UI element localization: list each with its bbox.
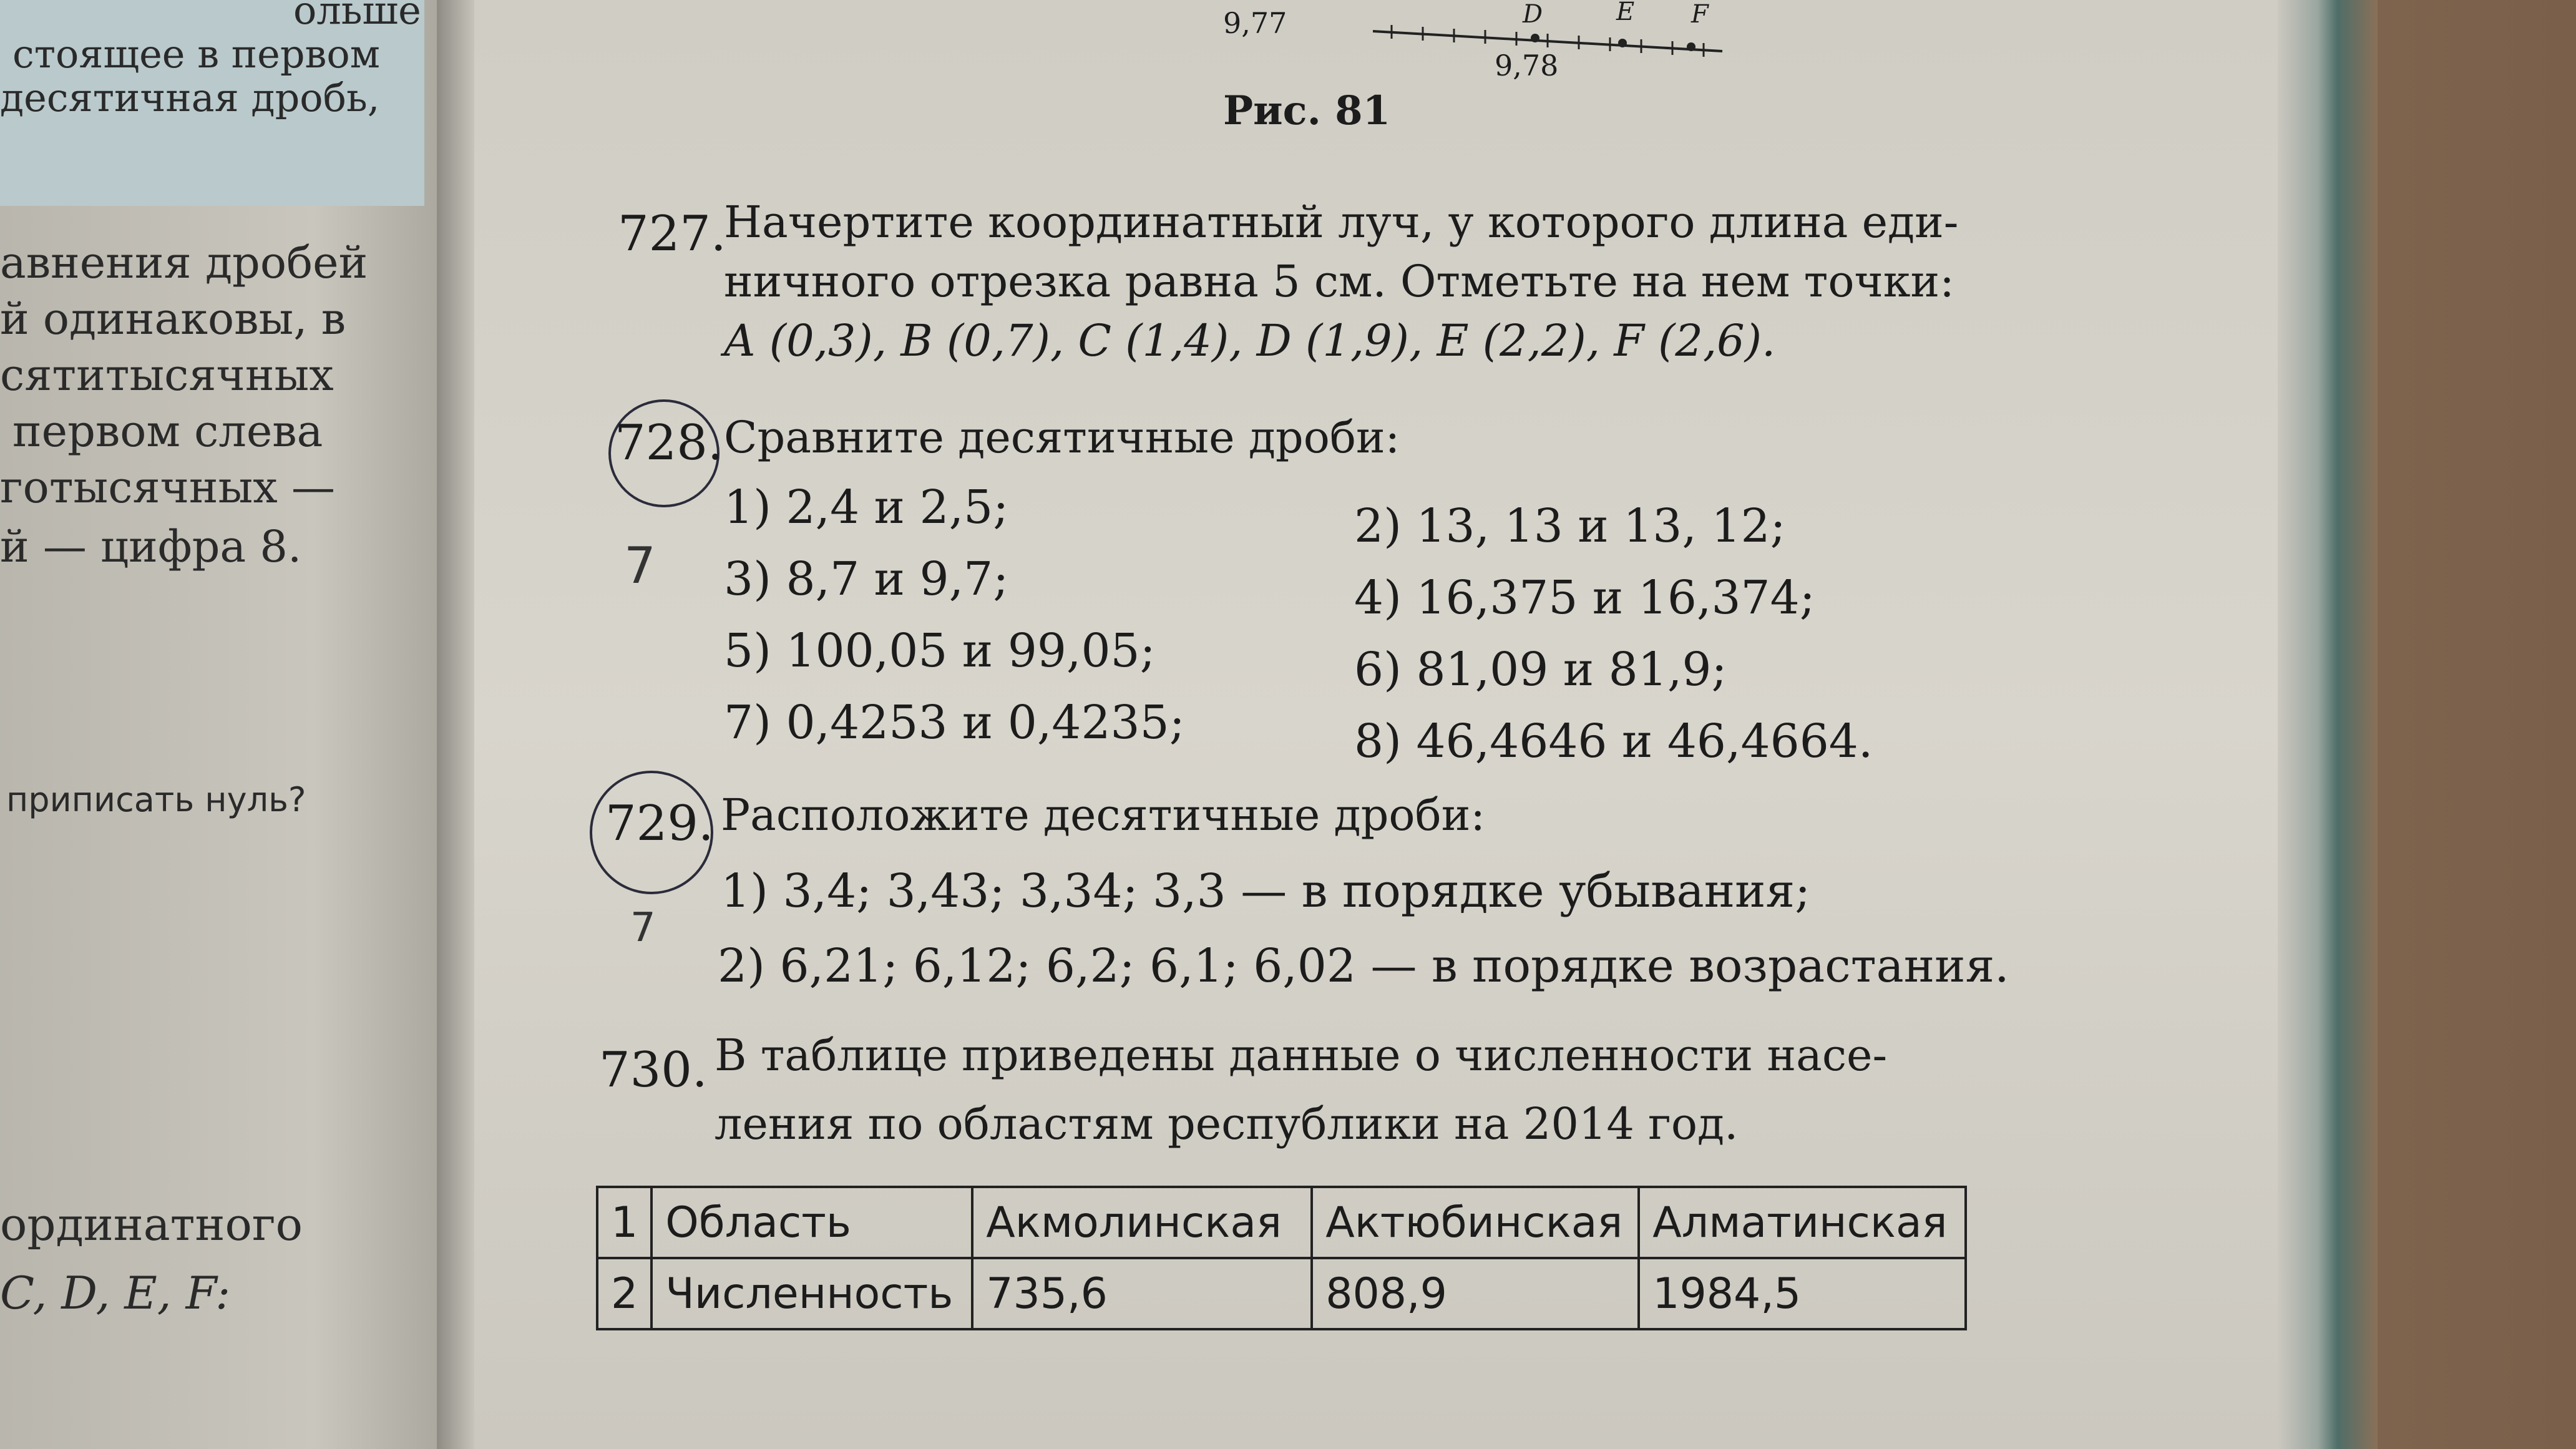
table-cell: 735,6 (972, 1258, 1312, 1329)
comparison-item: 1) 2,4 и 2,5; (724, 481, 1009, 534)
exercise-number-727: 727. (618, 206, 726, 262)
left-line: готысячных — (0, 462, 335, 513)
left-line: первом слева (12, 406, 323, 457)
exercise-number-728: 728. (615, 415, 723, 471)
table-cell: 2 (597, 1258, 651, 1329)
exercise-730-line: В таблице приведены данные о численности насе- (715, 1030, 1888, 1081)
exercise-729-title: Расположите десятичные дроби: (721, 789, 1485, 841)
point-label: D (1523, 0, 1543, 29)
exercise-727-line: A (0,3), B (0,7), C (1,4), D (1,9), E (2,2), F (2,6). (724, 315, 1776, 366)
exercise-number-729: 729. (605, 796, 714, 852)
exercise-727-line: ничного отрезка равна 5 см. Отметьте на нем точки: (724, 256, 1954, 307)
table-cell: Акмолинская (972, 1187, 1312, 1258)
page-edge (2278, 0, 2378, 1449)
table-cell: 1 (597, 1187, 651, 1258)
table-cell: Актюбинская (1312, 1187, 1639, 1258)
population-table (596, 1186, 1967, 1330)
comparison-item: 7) 0,4253 и 0,4235; (724, 696, 1185, 749)
exercise-number-730: 730. (599, 1042, 708, 1098)
left-line: й одинаковы, в (0, 293, 346, 344)
comparison-item: 3) 8,7 и 9,7; (724, 552, 1009, 606)
exercise-727-line: Начертите координатный луч, у которого длина еди- (724, 197, 1959, 248)
left-line: авнения дробей (0, 237, 368, 288)
handwritten-mark: 7 (630, 905, 656, 951)
comparison-item: 4) 16,375 и 16,374; (1354, 571, 1815, 625)
point-label: F (1691, 0, 1709, 29)
comparison-item: 5) 100,05 и 99,05; (724, 624, 1156, 678)
table-row (597, 1258, 1966, 1329)
comparison-item: 6) 81,09 и 81,9; (1354, 643, 1727, 696)
point-label: E (1616, 0, 1635, 26)
left-line: сятитысячных (0, 349, 334, 401)
ordering-item: 1) 3,4; 3,43; 3,34; 3,3 — в порядке убывания; (721, 864, 1811, 918)
left-line: C, D, E, F: (0, 1267, 231, 1319)
left-line: стоящее в первом (12, 31, 380, 77)
table-cell: 808,9 (1312, 1258, 1639, 1329)
left-page (0, 0, 449, 1449)
left-line: ольше (293, 0, 421, 33)
left-line: й — цифра 8. (0, 521, 302, 572)
ordering-item: 2) 6,21; 6,12; 6,2; 6,1; 6,02 — в порядке возрастания. (718, 939, 2009, 993)
table-cell: Численность (651, 1258, 972, 1329)
exercise-730-line: ления по областям республики на 2014 год. (715, 1098, 1739, 1149)
tick-label: 9,77 (1223, 6, 1287, 40)
comparison-item: 2) 13, 13 и 13, 12; (1354, 499, 1786, 553)
table-row (597, 1187, 1966, 1258)
exercise-728-title: Сравните десятичные дроби: (724, 412, 1400, 463)
table-cell: Алматинская (1639, 1187, 1966, 1258)
handwritten-mark: 7 (624, 537, 656, 595)
comparison-item: 8) 46,4646 и 46,4664. (1354, 715, 1873, 768)
left-line: приписать нуль? (6, 780, 306, 819)
left-line: ординатного (0, 1198, 303, 1251)
left-line: десятичная дробь, (0, 75, 380, 120)
figure-caption: Рис. 81 (1223, 87, 1391, 134)
table-cell: 1984,5 (1639, 1258, 1966, 1329)
table-cell: Область (651, 1187, 972, 1258)
tick-label: 9,78 (1495, 49, 1559, 82)
